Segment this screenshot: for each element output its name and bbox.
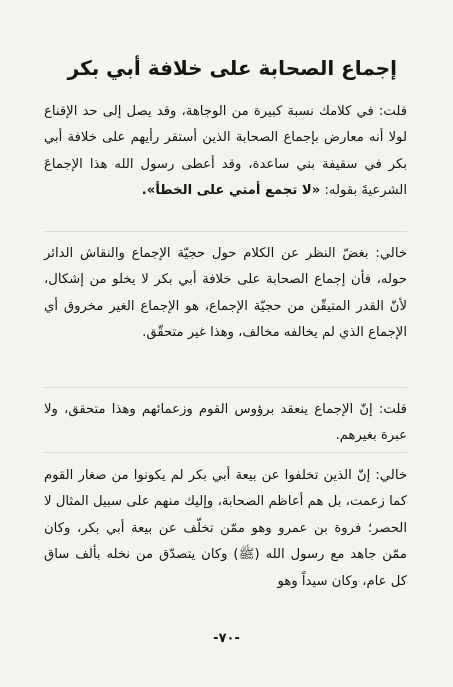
paragraph-4-text: خالي: إنّ الذين تخلفوا عن بيعة أبي بكر لم يكونوا من صغار القوم كما زعمت، بل هم أعاظم الصحابة، وإليك منهم على سبيل المثال لا الحصر؛ فروة بن عمرو وهو ممّن تخلّف عن بيعة أبي بكر، وكان ممّن جاهد مع رسول الله (ﷺ) وكان يتصدّق من نخله بألف ساق كل عام، وكان سيداً وهو xyxy=(44,468,407,589)
paragraph-1-text: قلت: في كلامك نسبة كبيرة من الوجاهة، وقد يصل إلى حد الإقناع لولا أنه معارض بإجماع الصحابة الذين أستقر رأيهم على خلافة أبي بكر في سقيفة بني ساعدة، وقد أعطى رسول الله هذا الإجماعَ الشرعيةَ بقوله: xyxy=(44,104,407,199)
paragraph-3 xyxy=(44,397,407,450)
paragraph-1 xyxy=(44,99,407,205)
page-number: -٧٠- xyxy=(213,631,240,646)
paragraph-4 xyxy=(44,463,407,595)
paragraph-separator xyxy=(44,452,407,453)
section-title: إجماع الصحابة على خلافة أبي بكر xyxy=(67,56,397,80)
hadith-quote: «لا تجمع أمتي على الخطأ». xyxy=(141,183,321,199)
paragraph-2 xyxy=(44,241,407,347)
paragraph-separator xyxy=(44,231,407,232)
paragraph-3-text: قلت: إنّ الإجماع ينعقد برؤوس القوم وزعمائهم وهذا متحقق، ولا عبرة بغيرهم. xyxy=(44,402,407,444)
paragraph-2-text: خالي: بغضّ النظر عن الكلام حول حجيّة الإجماع والنقاش الدائر حوله، فأن إجماع الصحابة على خلافة أبي بكر لا يخلو من إشكال، لأنّ القدر المتيقّن من حجيّة الإجماع، هو الإجماع الغير مخروق أي الإجماع الذي لم يخالفه مخالف، وهذا غير متحقّق. xyxy=(44,246,407,341)
paragraph-separator xyxy=(44,387,407,388)
